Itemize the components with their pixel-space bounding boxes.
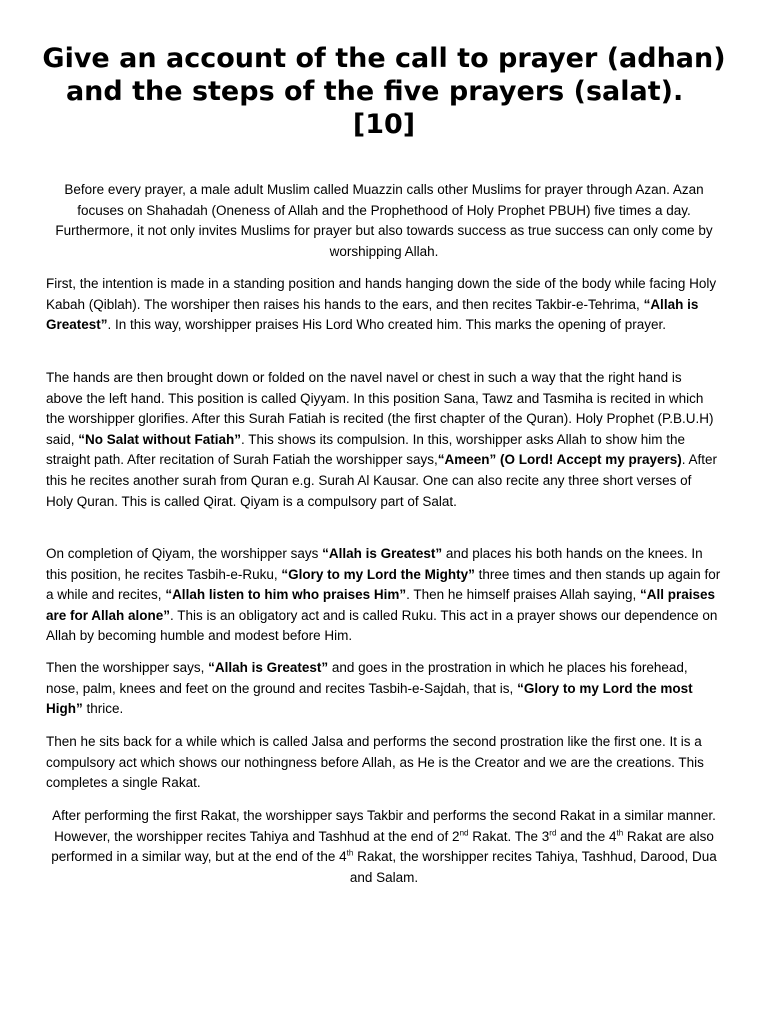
ordinal-suffix: th [616,828,624,838]
bold-quote: “No Salat without Fatiah” [78,431,242,447]
text-span: On completion of Qiyam, the worshipper says [46,546,323,561]
document-title: Give an account of the call to prayer (adhan) and the steps of the five prayers (salat). [10] [42,43,726,140]
ordinal-suffix: nd [459,828,469,838]
text-span: and the 4 [556,828,617,844]
text-span: . This is an obligatory act and is called Ruku. This act in a prayer shows our dependence on Allah by becoming humble and modest before Him. [46,607,718,644]
text-span: . Then he himself praises Allah saying, [406,587,640,603]
text-span: and goes in the prostration in which he places his forehead, nose, palm, knees and feet on the ground and recites Tasbih-e-Sajdah, that is, [46,660,688,696]
paragraph-qiyam [46,368,722,512]
text-span: three times and then stands up again for a while and recites, [46,566,721,603]
text-span: and places his both hands on the knees. In this position, he recites Tasbih-e-Ruku, [46,546,703,582]
bold-quote: “Allah is Greatest” [322,546,443,561]
text-span: Rakat are also performed in a similar way, but at the end of the 4 [51,828,714,865]
text-span: . In this way, worshipper praises His Lord Who created him. This marks the opening of prayer. [107,317,667,333]
intro-paragraph: Before every prayer, a male adult Muslim called Muazzin calls other Muslims for prayer through Azan. Azan focuses on Shahadah (Oneness of Allah and the Prophethood of Holy Prophet PBUH) five times a day. Furthermore, it not only invites Muslims for prayer but also towards success as true success can only come by worshipping Allah. [55,182,713,259]
text-span: . After this he recites another surah from Quran e.g. Surah Al Kausar. One can also recite any three short verses of Holy Quran. This is called Qirat. Qiyam is a compulsory part of Salat. [46,452,718,509]
text-span: thrice. [82,701,124,717]
bold-quote: “Allah is Greatest” [46,296,699,333]
paragraph-ruku [46,544,722,647]
bold-quote: “Allah listen to him who praises Him” [165,587,407,603]
bold-quote: “Glory to my Lord the Mighty” [281,566,475,582]
bold-quote: “All praises are for Allah alone” [46,587,716,623]
text-span: Rakat, the worshipper recites Tahiya, Tashhud, Darood, Dua and Salam. [349,849,717,885]
bold-quote: “Glory to my Lord the most High” [46,680,693,717]
ordinal-suffix: th [346,848,354,858]
text-span: Then the worshipper says, [46,660,209,675]
text-span: After performing the first Rakat, the worshipper says Takbir and performs the second Rakat in a similar manner. However, the worshipper recites Tahiya and Tashhud at the end of 2 [52,808,716,844]
paragraph-jalsa: Then he sits back for a while which is called Jalsa and performs the second prostration like the first one. It is a compulsory act which shows our nothingness before Allah, as He is the Creator and we are the creations. This completes a single Rakat. [46,734,704,791]
ordinal-suffix: rd [549,828,557,838]
bold-quote: “Allah is Greatest” [208,660,329,675]
text-span: First, the intention is made in a standing position and hands hanging down the side of the body while facing Holy Kabah (Qiblah). The worshiper then raises his hands to the ears, and then recites Takbir-e-Tehrima, [46,276,717,312]
paragraph-intention [46,274,722,336]
paragraph-sajdah [46,658,722,720]
text-span: . This shows its compulsion. In this, worshipper asks Allah to show him the straight path. After recitation of Surah Fatiah the worshipper says, [46,431,685,468]
bold-quote: “Ameen” (O Lord! Accept my prayers) [437,452,682,468]
text-span: The hands are then brought down or folded on the navel navel or chest in such a way that the right hand is above the left hand. This position is called Qiyyam. In this position Sana, Tawz and Tasmiha is recited in which the worshipper glorifies. After this Surah Fatiah is recited (the first chapter of the Quran). Holy Prophet (P.B.U.H) said, [46,370,714,447]
paragraph-rakat [46,806,722,888]
text-span: Rakat. The 3 [468,828,550,844]
